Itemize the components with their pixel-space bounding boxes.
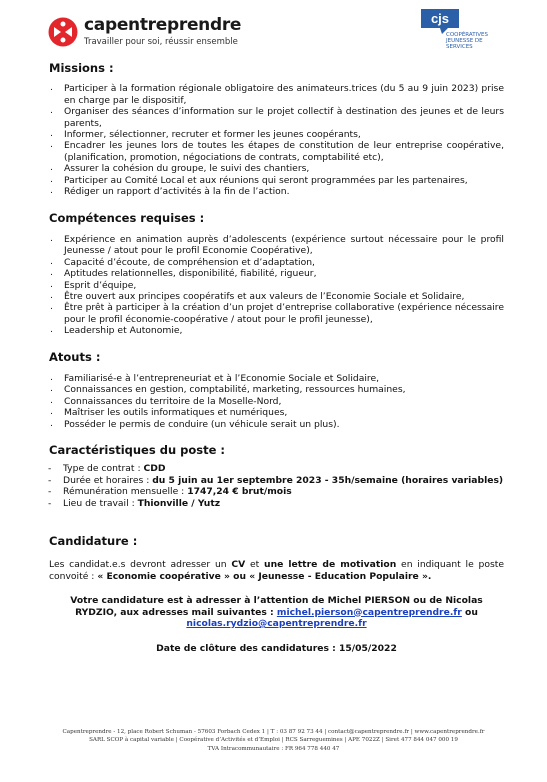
list-item: . Aptitudes relationnelles, disponibilité, fiabilité, rigueur, [49, 268, 504, 279]
list-item: . Expérience en animation auprès d’adolescents (expérience surtout nécessaire pour le profil Jeunesse / atout pour le profil Economie Coopérative), [49, 234, 504, 257]
brand-tagline: Travailler pour soi, réussir ensemble [84, 37, 238, 47]
text-run: et [245, 559, 265, 571]
competences-section [49, 213, 504, 336]
missions-section [49, 63, 504, 197]
list-item: . Assurer la cohésion du groupe, le suivi des chantiers, [49, 163, 504, 174]
list-item: . Esprit d’équipe, [49, 280, 504, 291]
cjs-subtitle [446, 32, 516, 50]
list-item: . Connaissances en gestion, comptabilité, marketing, ressources humaines, [49, 384, 504, 395]
candidature-section [49, 536, 504, 655]
field-value: 1747,24 € brut/mois [187, 486, 292, 498]
atouts-title: Atouts : [49, 349, 101, 364]
field-value: CDD [143, 463, 166, 475]
text-run: CV [231, 559, 246, 571]
list-item: . Familiarisé-e à l’entrepreneuriat et à l’Economie Sociale et Solidaire, [49, 373, 504, 384]
email-link-pierson[interactable]: michel.pierson@capentreprendre.fr [276, 606, 462, 618]
missions-list [49, 83, 504, 197]
list-item [49, 498, 504, 509]
cjs-subtitle-line: SERVICES [446, 44, 473, 50]
caracteristiques-list [49, 463, 504, 509]
competences-list [49, 234, 504, 337]
field-label: Type de contrat : [63, 463, 144, 475]
list-item [49, 463, 504, 474]
cjs-subtitle-line: JEUNESSE DE [446, 38, 483, 44]
field-label: Lieu de travail : [63, 497, 138, 509]
list-item: . Participer au Comité Local et aux réunions qui seront programmées par les partenaires, [49, 175, 504, 186]
footer-line: TVA Intracommunautaire : FR 964 778 440 47 [207, 745, 340, 752]
atouts-list [49, 373, 504, 430]
list-item: . Organiser des séances d’information sur le projet collectif à destination des jeunes et de leurs parents, [49, 106, 504, 129]
list-item: . Encadrer les jeunes lors de toutes les étapes de constitution de leur entreprise coopérative, (planification, promotion, négociations de contrats, comptabilité etc), [49, 140, 504, 163]
svg-text:cjs: cjs [430, 11, 450, 26]
list-item: . Posséder le permis de conduire (un véhicule serait un plus). [49, 419, 504, 430]
list-item [49, 486, 504, 497]
page-header [0, 0, 547, 60]
caracteristiques-section [49, 442, 504, 509]
list-item: . Être ouvert aux principes coopératifs et aux valeurs de l’Economie Sociale et Solidaire, [49, 291, 504, 302]
list-item: . Participer à la formation régionale obligatoire des animateurs.trices (du 5 au 9 juin 2023) prise en charge par le dispositif, [49, 83, 504, 106]
list-item [49, 475, 504, 486]
missions-title: Missions : [49, 61, 114, 75]
document-body [49, 63, 504, 655]
list-item: . Être prêt à participer à la création d’un projet d’entreprise collaborative (expérience nécessaire pour le profil économie-coopérative / atout pour le profil jeunesse), [49, 302, 504, 325]
footer-line: SARL SCOP à capital variable | Coopérative d’Activités et d’Emploi | RCS Sarreguemines | APE 7022Z | Siret 477 844 047 000 19 [89, 737, 458, 744]
field-label: Durée et horaires : [63, 474, 153, 486]
list-item: . Informer, sélectionner, recruter et former les jeunes coopérants, [49, 129, 504, 140]
cjs-subtitle-line: COOPÉRATIVES [446, 32, 488, 38]
email-link-rydzio[interactable]: nicolas.rydzio@capentreprendre.fr [186, 618, 367, 630]
list-item: . Capacité d’écoute, de compréhension et d’adaptation, [49, 257, 504, 268]
field-value: Thionville / Yutz [137, 497, 221, 509]
footer-line: Capentreprendre - 12, place Robert Schuman - 57603 Forbach Cedex 1 | T : 03 87 92 73 44 | contact@capentreprendre.fr | www.capentreprendre.fr [62, 729, 485, 735]
brand-name: capentreprendre [84, 15, 242, 35]
text-run: ou [461, 606, 478, 618]
list-item: . Rédiger un rapport d’activités à la fin de l’action. [49, 186, 504, 197]
field-value: du 5 juin au 1er septembre 2023 - 35h/semaine (horaires variables) [152, 474, 504, 486]
atouts-section [49, 349, 504, 430]
text-run: en indiquant le poste convoité : [49, 559, 504, 582]
text-run: Votre candidature est à adresser à l’attention de Michel PIERSON ou de Nicolas RYDZIO, aux adresses mail suivantes : [70, 595, 483, 618]
capentreprendre-logo-icon [48, 17, 78, 47]
closing-date: Date de clôture des candidatures : 15/05/2022 [156, 643, 397, 655]
list-item: . Maîtriser les outils informatiques et numériques, [49, 407, 504, 418]
text-run: Les candidat.e.s devront adresser un [49, 559, 232, 571]
field-label: Rémunération mensuelle : [63, 486, 188, 498]
list-item: . Leadership et Autonomie, [49, 325, 504, 336]
candidature-instructions [49, 559, 504, 582]
candidature-title: Candidature : [49, 534, 138, 548]
list-item: . Connaissances du territoire de la Moselle-Nord, [49, 396, 504, 407]
text-run: une lettre de motivation [264, 559, 397, 571]
caracteristiques-title: Caractéristiques du poste : [49, 442, 226, 457]
contact-paragraph [49, 595, 504, 629]
competences-title: Compétences requises : [49, 211, 205, 226]
text-run: « Economie coopérative » ou « Jeunesse - Education Populaire ». [97, 570, 432, 582]
page-footer [40, 728, 507, 753]
